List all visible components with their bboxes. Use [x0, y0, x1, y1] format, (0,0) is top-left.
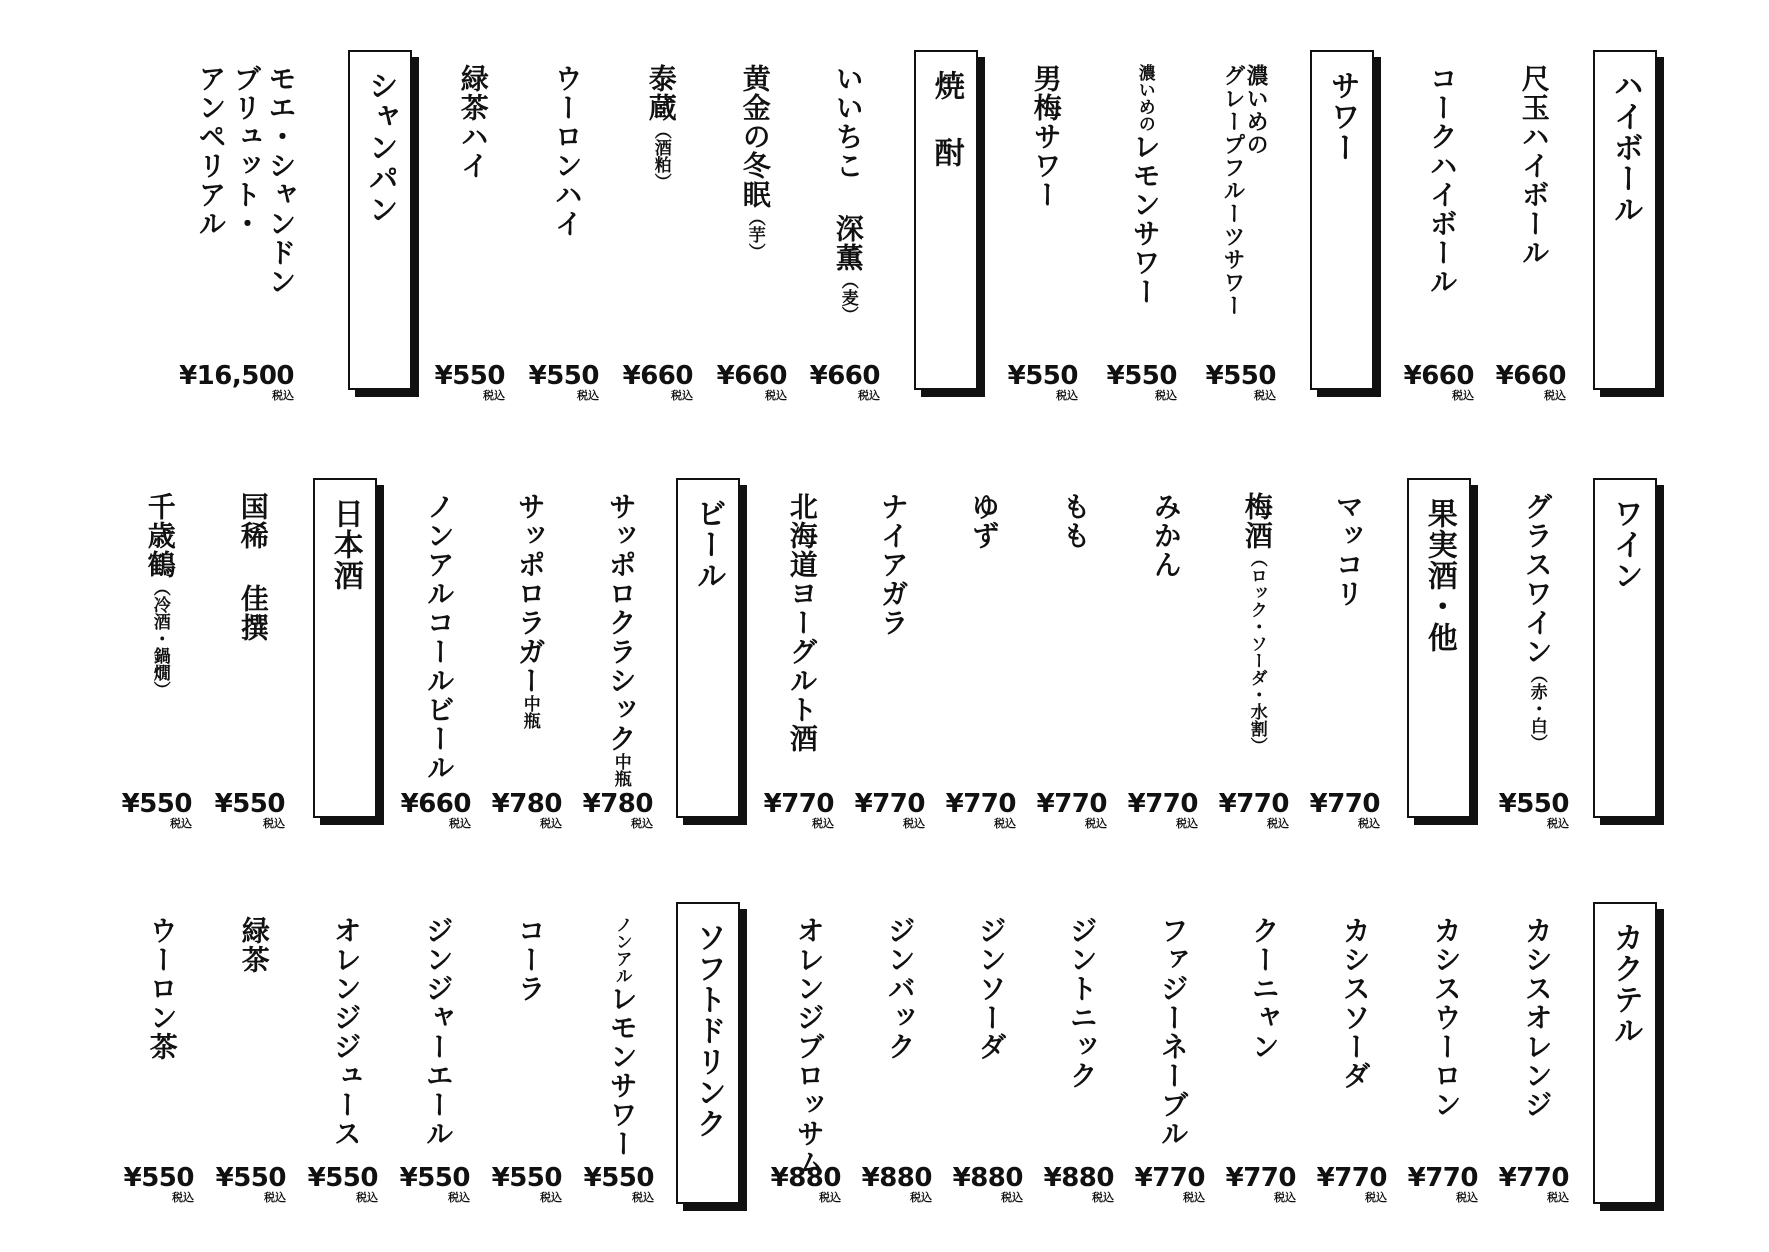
item-name: ジンジャーエール — [421, 916, 455, 1148]
item-name: 緑茶ハイ — [456, 64, 490, 180]
menu-item — [808, 40, 888, 412]
menu-item — [306, 892, 386, 1214]
item-price: ¥880 税込 — [952, 1162, 1023, 1204]
menu-item — [433, 40, 513, 412]
menu-item — [1105, 40, 1185, 412]
category-label: ワイン — [1607, 498, 1643, 591]
menu-item — [490, 468, 570, 840]
category-label: ハイボール — [1607, 70, 1643, 225]
menu-item — [122, 892, 202, 1214]
item-name: 濃いめのレモンサワー — [1128, 64, 1162, 306]
menu-item — [1308, 468, 1388, 840]
category-label: ビール — [690, 498, 726, 591]
item-name: みかん — [1149, 492, 1183, 579]
item-price: ¥550 税込 — [215, 1162, 286, 1204]
item-name: 尺玉ハイボール — [1517, 64, 1551, 267]
category-header-soft-drink — [676, 902, 740, 1204]
category-label: 日本酒 — [327, 498, 363, 591]
item-name: 北海道ヨーグルト酒 — [785, 492, 819, 753]
menu-item — [1224, 892, 1304, 1214]
item-price: ¥770 税込 — [1127, 788, 1198, 830]
menu-row-3 — [0, 892, 1769, 1214]
menu-item — [944, 468, 1024, 840]
menu-item — [715, 40, 795, 412]
item-price: ¥880 税込 — [770, 1162, 841, 1204]
item-name: サッポロラガー中瓶 — [513, 492, 547, 729]
menu-item — [1133, 892, 1213, 1214]
item-name: ノンアルコールビール — [422, 492, 456, 782]
item-price: ¥770 税込 — [763, 788, 834, 830]
menu-item — [853, 468, 933, 840]
menu-item — [1126, 468, 1206, 840]
category-label: カクテル — [1607, 922, 1643, 1046]
category-header-wine — [1593, 478, 1657, 818]
item-name: ファジーネーブル — [1156, 916, 1190, 1148]
item-price: ¥550 税込 — [1498, 788, 1569, 830]
item-name: ジントニック — [1065, 916, 1099, 1090]
menu-item — [769, 892, 849, 1214]
item-name: 濃いめの グレープフルーツサワー — [1220, 64, 1269, 317]
menu-item — [1497, 892, 1577, 1214]
item-name: ジンソーダ — [974, 916, 1008, 1061]
item-name: グラスワイン（赤・白） — [1520, 492, 1554, 751]
item-price: ¥770 税込 — [1225, 1162, 1296, 1204]
item-name: カシスウーロン — [1429, 916, 1463, 1119]
item-name: 国稀 佳撰 — [236, 492, 270, 642]
item-price: ¥660 税込 — [1403, 360, 1474, 402]
item-price: ¥550 税込 — [528, 360, 599, 402]
menu-item — [1204, 40, 1284, 412]
item-price: ¥550 税込 — [1205, 360, 1276, 402]
menu-item — [1035, 468, 1115, 840]
item-name: ゆず — [967, 492, 1001, 550]
item-price: ¥770 税込 — [1134, 1162, 1205, 1204]
menu-item — [1402, 40, 1482, 412]
item-name: オレンジブロッサム — [792, 916, 826, 1177]
item-price: ¥550 税込 — [121, 788, 192, 830]
menu-item — [581, 468, 661, 840]
item-price: ¥16,500 税込 — [179, 360, 294, 402]
item-price: ¥550 税込 — [491, 1162, 562, 1204]
item-price: ¥550 税込 — [307, 1162, 378, 1204]
category-label: シャンパン — [362, 70, 398, 225]
item-price: ¥770 税込 — [854, 788, 925, 830]
menu-item — [214, 892, 294, 1214]
item-name: モエ・シャンドン ブリュット・ アンペリアル — [194, 64, 298, 296]
menu-item — [120, 468, 200, 840]
item-name: 男梅サワー — [1029, 64, 1063, 209]
item-price: ¥550 税込 — [399, 1162, 470, 1204]
menu-item — [179, 40, 302, 412]
item-name: コーラ — [513, 916, 547, 1003]
menu-item — [860, 892, 940, 1214]
item-name: 千歳鶴（冷酒・鍋燗） — [143, 492, 177, 698]
category-label: 焼 酎 — [928, 70, 964, 168]
item-name: カシスオレンジ — [1520, 916, 1554, 1119]
category-header-champagne — [348, 50, 412, 390]
item-name: 泰蔵（酒粕） — [644, 64, 678, 190]
item-price: ¥550 税込 — [1106, 360, 1177, 402]
menu-item — [1406, 892, 1486, 1214]
menu-item — [527, 40, 607, 412]
menu-item — [582, 892, 662, 1214]
category-label: ソフトドリンク — [690, 922, 726, 1139]
category-header-fruit-liquor — [1407, 478, 1471, 818]
category-header-beer — [676, 478, 740, 818]
item-name: 緑茶 — [237, 916, 271, 974]
item-price: ¥550 税込 — [214, 788, 285, 830]
category-header-highball — [1593, 50, 1657, 390]
menu-item — [399, 468, 479, 840]
menu-item — [1006, 40, 1086, 412]
item-price: ¥550 税込 — [583, 1162, 654, 1204]
item-price: ¥660 税込 — [622, 360, 693, 402]
menu-row-2 — [0, 468, 1769, 840]
menu-item — [213, 468, 293, 840]
item-price: ¥660 税込 — [716, 360, 787, 402]
item-price: ¥660 税込 — [809, 360, 880, 402]
menu-item — [490, 892, 570, 1214]
item-name: コークハイボール — [1425, 64, 1459, 296]
category-label: サワー — [1324, 70, 1360, 163]
menu-item — [1315, 892, 1395, 1214]
item-name: オレンジジュース — [329, 916, 363, 1148]
item-price: ¥770 税込 — [1309, 788, 1380, 830]
menu-row-1 — [0, 40, 1769, 412]
item-name: クーニャン — [1247, 916, 1281, 1061]
category-label: 果実酒・他 — [1421, 498, 1457, 653]
item-price: ¥880 税込 — [861, 1162, 932, 1204]
item-name: ノンアルレモンサワー — [605, 916, 639, 1158]
menu-item — [1042, 892, 1122, 1214]
item-price: ¥770 税込 — [1407, 1162, 1478, 1204]
menu-item — [621, 40, 701, 412]
menu-item — [1217, 468, 1297, 840]
category-header-sour — [1310, 50, 1374, 390]
menu-item — [1497, 468, 1577, 840]
item-price: ¥550 税込 — [123, 1162, 194, 1204]
item-price: ¥550 税込 — [1007, 360, 1078, 402]
item-price: ¥770 税込 — [1316, 1162, 1387, 1204]
item-name: 梅酒（ロック・ソーダ・水割） — [1240, 492, 1274, 754]
item-price: ¥660 税込 — [400, 788, 471, 830]
item-price: ¥770 税込 — [1498, 1162, 1569, 1204]
item-price: ¥550 税込 — [434, 360, 505, 402]
item-price: ¥780 税込 — [582, 788, 653, 830]
item-name: もも — [1058, 492, 1092, 550]
item-price: ¥780 税込 — [491, 788, 562, 830]
menu-item — [762, 468, 842, 840]
menu-item — [1494, 40, 1574, 412]
item-name: カシスソーダ — [1338, 916, 1372, 1090]
item-name: ナイアガラ — [876, 492, 910, 637]
item-name: サッポロクラシック中瓶 — [604, 492, 638, 787]
item-name: マッコリ — [1331, 492, 1365, 608]
category-header-cocktail — [1593, 902, 1657, 1204]
item-name: ウーロン茶 — [145, 916, 179, 1061]
menu-item — [398, 892, 478, 1214]
item-name: いいちこ 深薫（麦） — [831, 64, 865, 323]
item-price: ¥770 税込 — [1036, 788, 1107, 830]
item-name: ジンバック — [883, 916, 917, 1061]
item-price: ¥660 税込 — [1495, 360, 1566, 402]
item-price: ¥770 税込 — [945, 788, 1016, 830]
menu-item — [951, 892, 1031, 1214]
category-header-sake — [313, 478, 377, 818]
item-name: ウーロンハイ — [550, 64, 584, 238]
item-price: ¥880 税込 — [1043, 1162, 1114, 1204]
category-header-shochu — [914, 50, 978, 390]
item-price: ¥770 税込 — [1218, 788, 1289, 830]
item-name: 黄金の冬眠（芋） — [738, 64, 772, 260]
